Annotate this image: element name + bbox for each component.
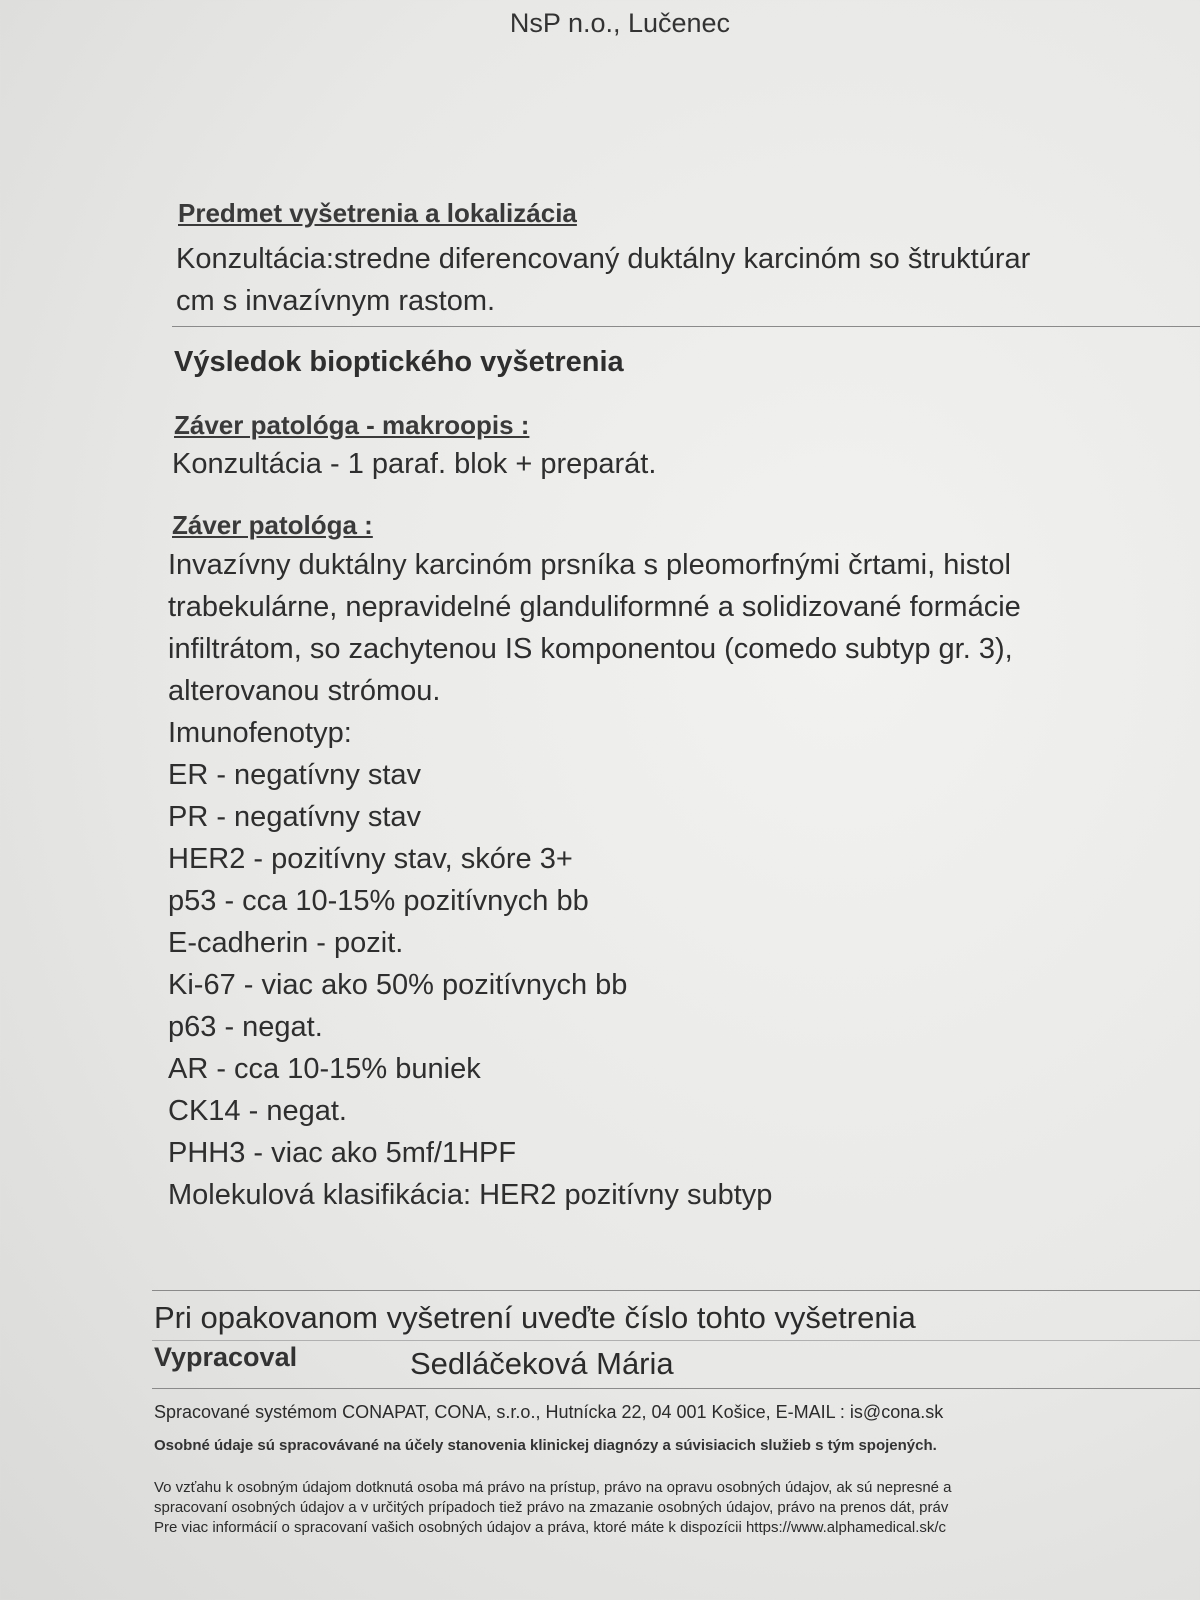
conclusion-line: alterovanou strómou.	[168, 675, 441, 707]
gdpr-purpose: Osobné údaje sú spracovávané na účely stanovenia klinickej diagnózy a súvisiacich služieb s tým spojených.	[154, 1437, 937, 1454]
divider	[172, 326, 1200, 327]
marker-e-cadherin: E-cadherin - pozit.	[168, 927, 404, 959]
conclusion-label: Záver patológa :	[172, 510, 373, 540]
gdpr-line: Pre viac informácií o spracovaní vašich osobných údajov a práva, ktoré máte k dispozícii https://www.alphamedical.sk/c	[154, 1519, 947, 1536]
gdpr-rights	[154, 1478, 952, 1538]
macro-text: Konzultácia - 1 paraf. blok + preparát.	[172, 448, 657, 480]
system-line: Spracované systémom CONAPAT, CONA, s.r.o., Hutnícka 22, 04 001 Košice, E-MAIL : is@cona.sk	[154, 1402, 944, 1422]
subject-line: Konzultácia:stredne diferencovaný duktálny karcinóm so štruktúrar	[176, 243, 1031, 275]
marker-pr: PR - negatívny stav	[168, 801, 422, 833]
molecular-classification: Molekulová klasifikácia: HER2 pozitívny subtyp	[168, 1179, 773, 1211]
marker-ar: AR - cca 10-15% buniek	[168, 1053, 481, 1085]
conclusion-line: infiltrátom, so zachytenou IS komponentou (comedo subtyp gr. 3),	[168, 633, 1013, 665]
marker-ck14: CK14 - negat.	[168, 1095, 347, 1127]
marker-p53: p53 - cca 10-15% pozitívnych bb	[168, 885, 589, 917]
marker-er: ER - negatívny stav	[168, 759, 422, 791]
result-title: Výsledok bioptického vyšetrenia	[174, 346, 624, 378]
divider	[152, 1388, 1200, 1389]
subject-text	[176, 238, 1030, 322]
marker-her2: HER2 - pozitívny stav, skóre 3+	[168, 843, 573, 875]
gdpr-line: spracovaní osobných údajov a v určitých prípadoch tiež právo na zmazanie osobných údajov, právo na prenos dát, práv	[154, 1499, 949, 1516]
divider	[152, 1290, 1200, 1291]
institution-header: NsP n.o., Lučenec	[509, 8, 731, 38]
conclusion-line: Invazívny duktálny karcinóm prsníka s pleomorfnými črtami, histol	[168, 549, 1011, 581]
conclusion-line: trabekulárne, nepravidelné glanduliformné a solidizované formácie	[168, 591, 1021, 623]
gdpr-line: Vo vzťahu k osobným údajom dotknutá osoba má právo na prístup, právo na opravu osobných údajov, ak sú nepresné a	[154, 1479, 952, 1496]
subject-label: Predmet vyšetrenia a lokalizácia	[178, 198, 577, 228]
marker-p63: p63 - negat.	[168, 1011, 323, 1043]
macro-label: Záver patológa - makroopis :	[174, 410, 530, 440]
marker-ki67: Ki-67 - viac ako 50% pozitívnych bb	[168, 969, 628, 1001]
divider	[152, 1340, 1200, 1341]
marker-phh3: PHH3 - viac ako 5mf/1HPF	[168, 1137, 517, 1169]
conclusion-text	[168, 544, 1021, 1216]
subject-line: cm s invazívnym rastom.	[176, 285, 496, 317]
prepared-by: Sedláčeková Mária	[410, 1346, 674, 1381]
repeat-note: Pri opakovanom vyšetrení uveďte číslo tohto vyšetrenia	[154, 1300, 916, 1335]
immunophenotype-heading: Imunofenotyp:	[168, 717, 352, 749]
prepared-label: Vypracoval	[154, 1342, 298, 1372]
